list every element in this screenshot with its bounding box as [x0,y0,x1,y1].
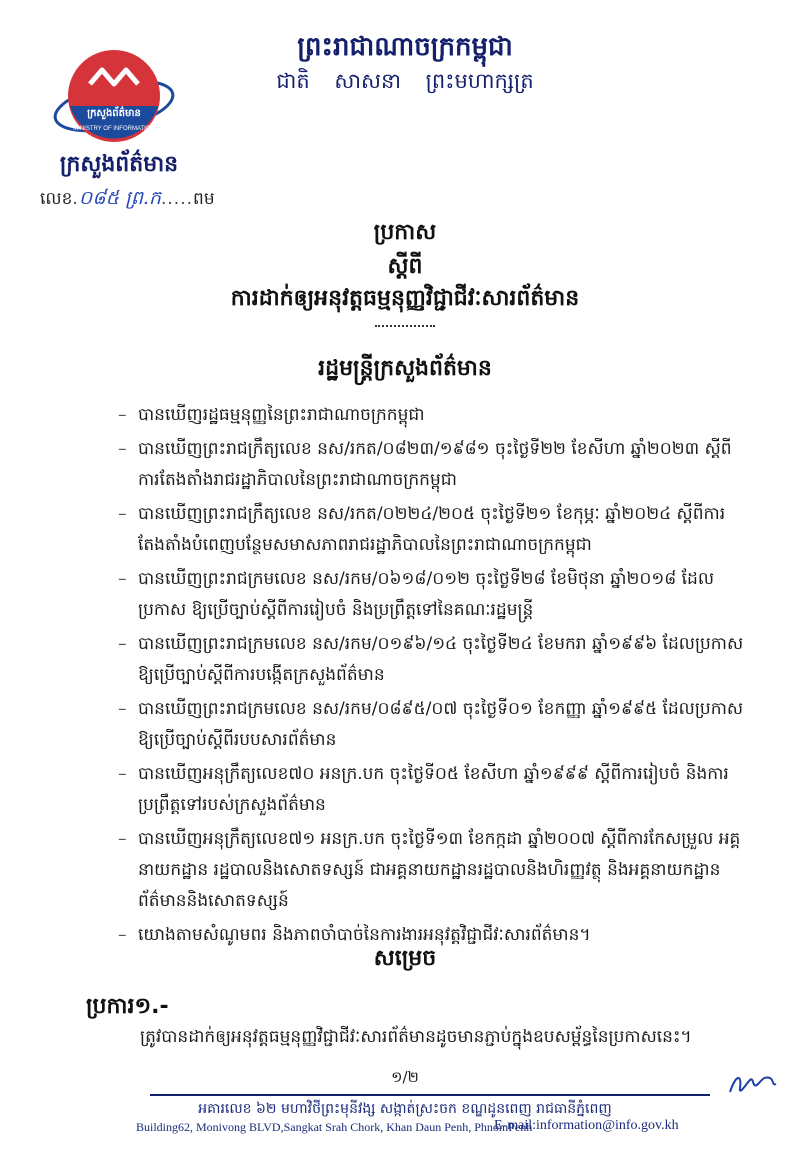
footer-address-kh: អគារលេខ ៦២ មហាវិថីព្រះមុនីវង្ស សង្កាត់ស្រះចក ខណ្ឌដូនពេញ រាជធានីភ្នំពេញ [198,1101,612,1117]
article-heading: ប្រការ១.- [86,994,169,1019]
reference-suffix: ពម [193,189,215,209]
ministry-name: ក្រសួងព័ត៌មាន [59,152,179,177]
footer-divider [150,1094,710,1096]
document-type: ប្រកាស [373,220,437,245]
reference-handwritten-number: ០៨៥ ព្រ.ក [78,187,161,209]
list-item: – បានឃើញរដ្ឋធម្មនុញ្ញនៃព្រះរាជាណាចក្រកម្ពុជា [118,400,758,431]
initials-signature [726,1066,780,1100]
legal-basis-list [118,400,758,954]
kingdom-heading: ព្រះរាជាណាចក្រកម្ពុជា [297,32,513,62]
footer-email: E-mail:information@info.gov.kh [494,1118,679,1133]
title-divider [375,325,435,329]
decision-heading: សម្រេច [373,946,437,971]
list-item: – បានឃើញព្រះរាជក្រមលេខ នស/រកម/០១៩៦/១៤ ចុះថ្ងៃទី២៤ ខែមករា ឆ្នាំ១៩៩៦ ដែលប្រកាស ឱ្យប្រើច្បាប់ស្ដីពីការបង្កើតក្រសួងព័ត៌មាន [118,629,758,691]
footer-address-en: Building62, Monivong BLVD,Sangkat Srah Chork, Khan Daun Penh, PhnomPenh [136,1120,533,1134]
list-item: – បានឃើញព្រះរាជក្រឹត្យលេខ នស/រកត/០៨២៣/១៩៨១ ចុះថ្ងៃទី២២ ខែសីហា ឆ្នាំ២០២៣ ស្តីពី ការតែងតាំងរាជរដ្ឋាភិបាលនៃព្រះរាជាណាចក្រកម្ពុជា [118,434,758,496]
national-motto: ជាតិ សាសនា ព្រះមហាក្សត្រ [276,69,534,93]
document-about: ស្ដីពី [387,254,423,279]
document-subject: ការដាក់ឲ្យអនុវត្តធម្មនុញ្ញវិជ្ជាជីវៈសារព័ត៌មាន [230,286,580,311]
reference-prefix: លេខ [40,189,73,209]
ministry-logo [52,44,182,164]
logo-en-text: MINISTRY OF INFORMATION [73,126,155,132]
list-item: – បានឃើញអនុក្រឹត្យលេខ៧០ អនក្រ.បក ចុះថ្ងៃទី០៥ ខែសីហា ឆ្នាំ១៩៩៩ ស្ដីពីការរៀបចំ និងការ ប្រព្រឹត្តទៅរបស់ក្រសួងព័ត៌មាន [118,759,758,821]
list-item: – បានឃើញព្រះរាជក្រឹត្យលេខ នស/រកត/០២២៤/២០៥ ចុះថ្ងៃទី២១ ខែកុម្ភៈ ឆ្នាំ២០២៤ ស្ដីពីការ តែងតាំងបំពេញបន្ថែមសមាសភាពរាជរដ្ឋាភិបាលនៃព្រះរាជាណាចក្រកម្ពុជា [118,499,758,561]
list-item: – បានឃើញអនុក្រឹត្យលេខ៧១ អនក្រ.បក ចុះថ្ងៃទី១៣ ខែកក្កដា ឆ្នាំ២០០៧ ស្ដីពីការកែសម្រួល អគ្គនាយកដ្ឋាន រដ្ឋបាលនិងសោតទស្សន៍ ជាអគ្គនាយកដ្ឋានរដ្ឋបាលនិងហិរញ្ញវត្ថុ និងអគ្គនាយកដ្ឋាន ព័ត៌មាននិងសោតទស្សន៍ [118,824,758,917]
article-body: ត្រូវបានដាក់ឲ្យអនុវត្តធម្មនុញ្ញវិជ្ជាជីវៈសារព័ត៌មានដូចមានភ្ជាប់ក្នុងឧបសម្ព័ន្ធនៃប្រកាសនេះ។ [140,1027,692,1047]
logo-kh-text: ក្រសួងព័ត៌មាន [87,108,141,119]
list-item: – យោងតាមសំណូមពរ និងភាពចាំបាច់នៃការងារអនុវត្តវិជ្ជាជីវៈសារព័ត៌មាន។ [118,920,758,951]
list-item: – បានឃើញព្រះរាជក្រមលេខ នស/រកម/០៨៩៥/០៧ ចុះថ្ងៃទី០១ ខែកញ្ញា ឆ្នាំ១៩៩៥ ដែលប្រកាស ឱ្យប្រើច្បាប់ស្ដីពីរបបសារព័ត៌មាន [118,694,758,756]
page-number: ១/២ [391,1068,419,1086]
list-item: – បានឃើញព្រះរាជក្រមលេខ នស/រកម/០៦១៨/០១២ ចុះថ្ងៃទី២៨ ខែមិថុនា ឆ្នាំ២០១៨ ដែលប្រកាស ឱ្យប្រើច្បាប់ស្ដីពីការរៀបចំ និងប្រព្រឹត្តទៅនៃគណៈរដ្ឋមន្ត្រី [118,564,758,626]
issuer-title: រដ្ឋមន្ត្រីក្រសួងព័ត៌មាន [318,356,492,381]
reference-number: លេខ.០៨៥ ព្រ.ក.....ពម [40,187,215,209]
